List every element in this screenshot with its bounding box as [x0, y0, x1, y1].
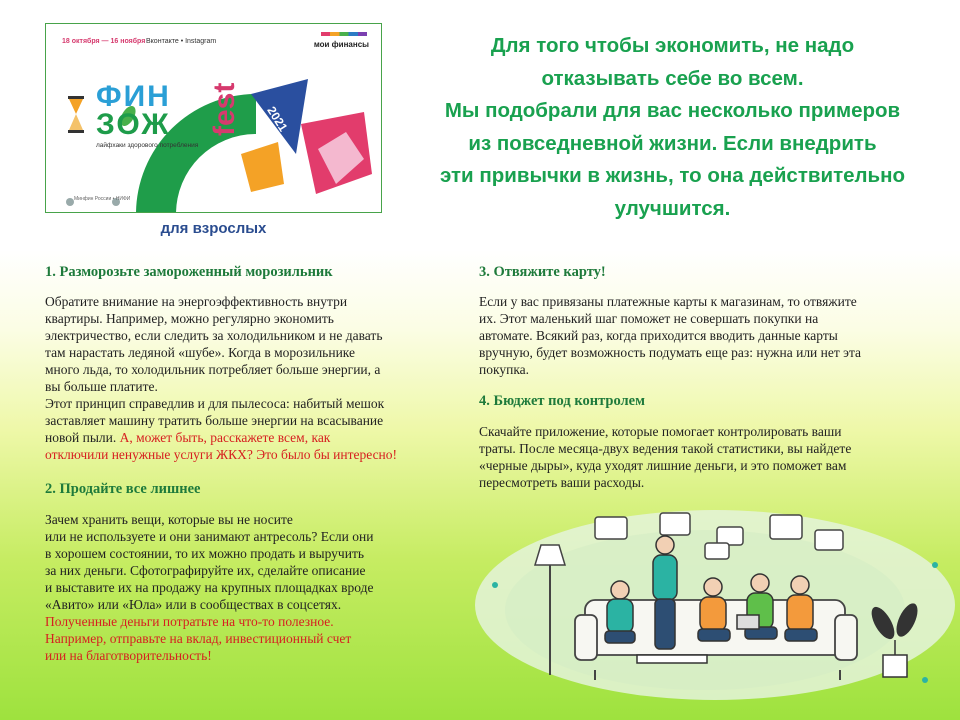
people-on-sofa-illustration [455, 505, 960, 705]
tip-line: вы больше платите. [45, 379, 158, 394]
tip-line: много льда, то холодильник потребляет больше энергии, а [45, 362, 381, 377]
intro-line: эти привычки в жизнь, то она действительно [439, 164, 906, 187]
banner-brand: мои финансы [313, 40, 369, 49]
audience-label: для взрослых [160, 220, 267, 237]
tip-unlink-card [479, 264, 939, 378]
tip-callout: Полученные деньги потратьте на что-то полезное. [45, 614, 334, 629]
tip-line: «черные дыры», куда уходят лишние деньги, и это поможет вам [479, 458, 847, 473]
tip-title: 1. Разморозьте замороженный морозильник [45, 264, 333, 280]
tip-line: покупка. [479, 362, 530, 377]
tip-line: траты. После месяца-двух ведения такой статистики, вы найдете [479, 441, 852, 456]
tip-line: автомате. Всякий раз, когда приходится вводить данные карты [479, 328, 838, 343]
tip-body [479, 423, 939, 491]
intro-text [400, 30, 945, 225]
tip-defrost-freezer [45, 264, 460, 463]
tip-line: или не используете и они занимают антресоль? Если они [45, 529, 374, 544]
tip-line: пересмотреть ваши расходы. [479, 475, 645, 490]
banner-year: 2021 [264, 103, 291, 135]
tip-body [45, 511, 460, 664]
tip-body [45, 293, 460, 463]
intro-line: из повседневной жизни. Если внедрить [468, 131, 877, 155]
tip-callout: Например, отправьте на вклад, инвестиционный счет [45, 631, 352, 646]
tip-callout: отключили ненужные услуги ЖКХ? Это было бы интересно! [45, 447, 398, 462]
tip-line: Обратите внимание на энергоэффективность внутри [45, 294, 348, 309]
intro-line: отказывать себе во всем. [541, 66, 804, 90]
tip-budget-control [479, 393, 939, 491]
tip-callout: А, может быть, расскажете всем, как [119, 430, 331, 445]
intro-line: Мы подобрали для вас несколько примеров [444, 99, 901, 122]
tip-line: вручную, будет возможность подумать еще раз: нужна или нет эта [479, 345, 862, 360]
tip-title: 2. Продайте все лишнее [45, 481, 201, 497]
intro-line: улучшится. [614, 196, 731, 220]
tip-title: 3. Отвяжите карту! [479, 264, 606, 280]
brand-color-bar [321, 32, 367, 36]
banner-tagline: лайфхаки здорового потребления [96, 142, 199, 149]
tip-line: Скачайте приложение, которые помогает контролировать ваши [479, 424, 842, 439]
banner-partners: Минфин России • НИФИ [74, 196, 131, 202]
tip-callout: или на благотворительность! [45, 648, 212, 663]
tip-line: квартиры. Например, можно регулярно экономить [45, 311, 334, 326]
banner-dates: 18 октября — 16 ноября [62, 38, 146, 45]
tip-line-mixed [45, 429, 460, 446]
tip-line: Если у вас привязаны платежные карты к магазинам, то отвяжите [479, 294, 857, 309]
banner-title-fest: fest [208, 82, 241, 136]
tip-line: и выставите их на продажу на крупных площадках вроде [45, 580, 374, 595]
finzozh-fest-banner [45, 23, 382, 213]
tip-line: за них деньги. Сфотографируйте их, сделайте описание [45, 563, 366, 578]
tip-title: 4. Бюджет под контролем [479, 393, 645, 409]
tip-line: там нарастать ледяной «шубе». Когда в морозильнике [45, 345, 356, 360]
tip-line: их. Этот маленький шаг поможет не совершать покупки на [479, 311, 819, 326]
tip-line: заставляет машину тратить больше энергии на всасывание [45, 413, 384, 428]
tip-sell-unused [45, 481, 460, 664]
tip-line: электричество, если следить за холодильником и не давать [45, 328, 383, 343]
banner-social: Вконтакте • Instagram [146, 38, 217, 45]
tip-text: новой пыли. [45, 430, 120, 445]
banner-title-zozh: ЗОЖ [96, 108, 171, 141]
tip-line: в хорошем состоянии, то их можно продать и выручить [45, 546, 365, 561]
tip-body [479, 293, 939, 378]
tip-line: Зачем хранить вещи, которые вы не носите [45, 512, 293, 527]
tip-line: «Авито» или «Юла» или в сообществах в соцсетях. [45, 597, 342, 612]
intro-line: Для того чтобы экономить, не надо [490, 34, 855, 57]
banner-title-fin: ФИН [96, 80, 171, 113]
tip-line: Этот принцип справедлив и для пылесоса: набитый мешок [45, 396, 385, 411]
